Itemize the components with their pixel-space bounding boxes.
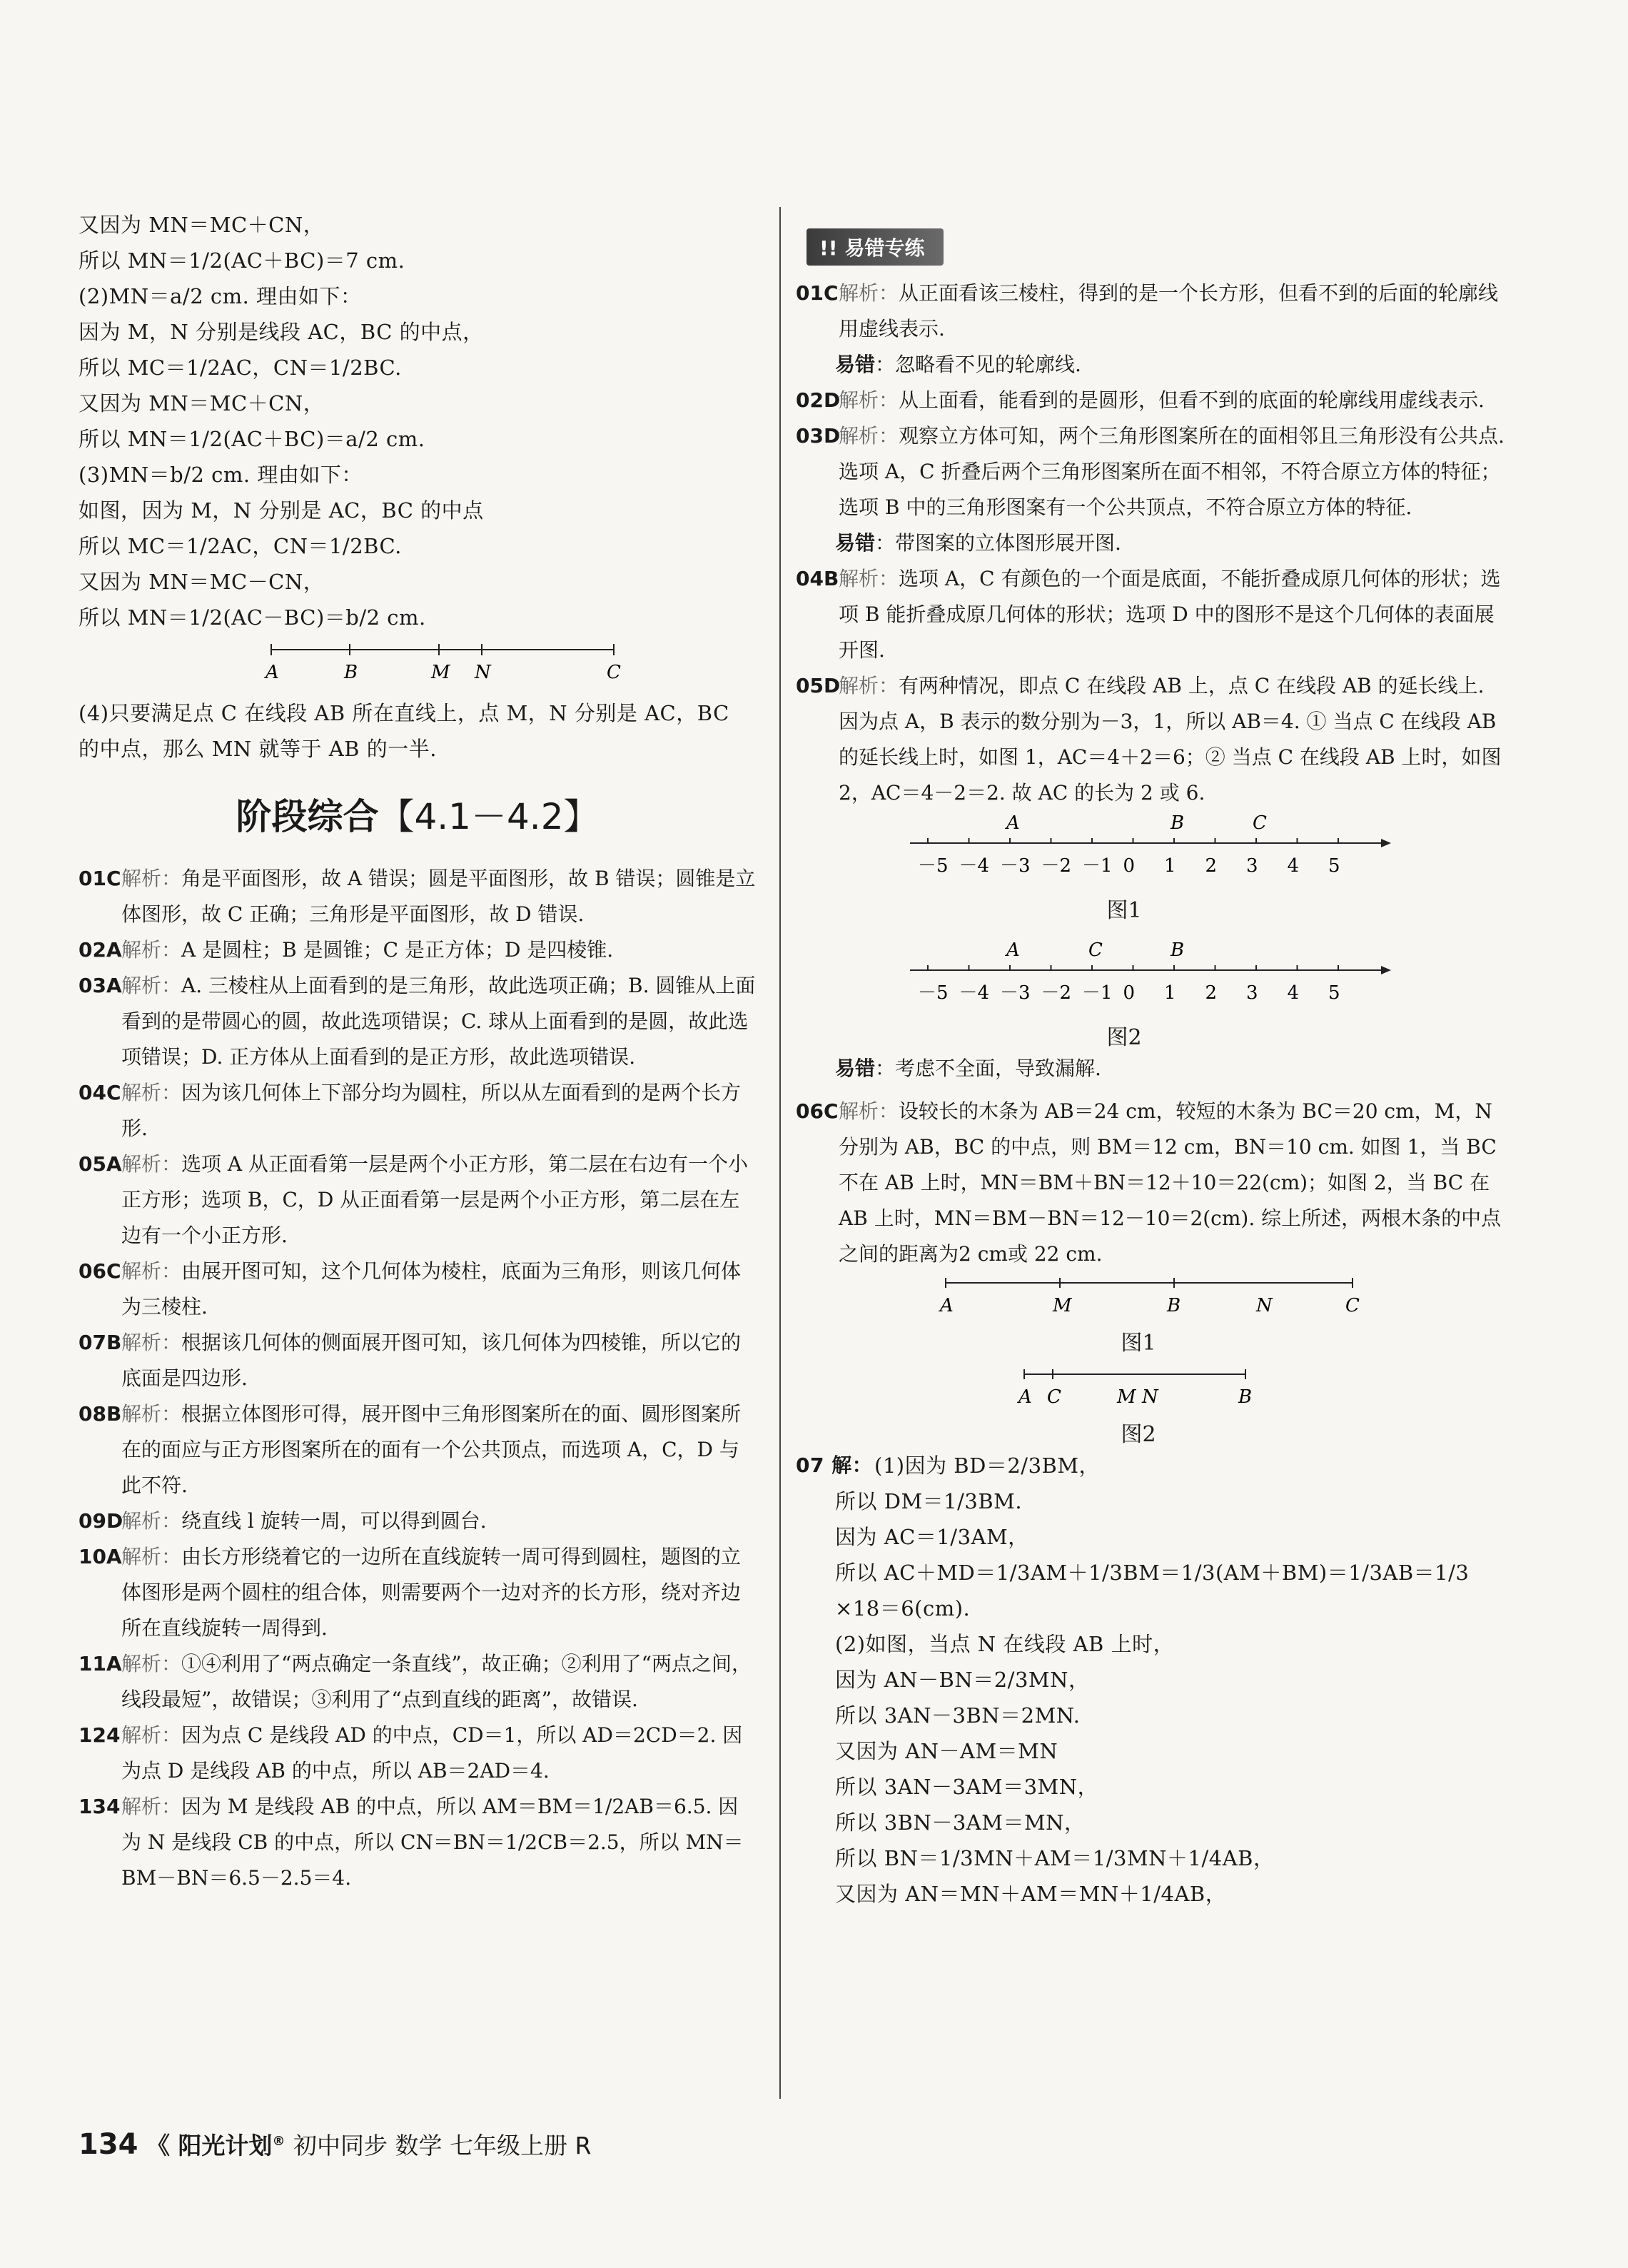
- tick-label: －1: [1082, 982, 1113, 1004]
- figure-caption: 图1: [1106, 898, 1142, 923]
- column-divider: [779, 207, 781, 2099]
- tick-label: 5: [1328, 982, 1340, 1004]
- tick-label: 5: [1328, 855, 1340, 877]
- text-line: 因为 AC＝1/3AM，: [835, 1525, 1029, 1549]
- book-title: 初中同步 数学 七年级上册 R: [293, 2132, 592, 2159]
- tick-label: 3: [1246, 982, 1258, 1004]
- text-line: 所以 MN＝1/2(AC＋BC)＝a/2 cm.: [79, 427, 425, 451]
- text-line: 所以 DM＝1/3BM.: [835, 1489, 1023, 1513]
- tick-label: －5: [918, 855, 949, 877]
- tick-label: －2: [1041, 982, 1072, 1004]
- text-line: 所以 MC＝1/2AC，CN＝1/2BC.: [79, 356, 402, 380]
- text-line: 所以 MN＝1/2(AC＋BC)＝7 cm.: [79, 248, 405, 273]
- segment-figure-2: [1010, 1364, 1295, 1413]
- segment-figure-1: [931, 1272, 1374, 1322]
- tick-label: －3: [1000, 855, 1031, 877]
- point-label: C: [1253, 812, 1267, 834]
- figure-caption: 图1: [1121, 1331, 1156, 1356]
- answer-item: 134 解析：因为 M 是线段 AB 的中点，所以 AM＝BM＝1/2AB＝6.5. 因为 N 是线段 CB 的中点，所以 CN＝BN＝1/2CB＝2.5，所以 MN＝BM－BN＝6.5－2.5＝4.: [79, 1795, 744, 1890]
- right-column: [796, 228, 1510, 1912]
- error-tip: 易错：带图案的立体图形展开图.: [835, 531, 1121, 555]
- text-line: ×18＝6(cm).: [835, 1596, 971, 1621]
- exclamation-icon: !!: [819, 236, 838, 260]
- point-label: C: [607, 662, 621, 683]
- error-practice-badge: !! 易错专练: [807, 228, 944, 266]
- answer-item: 05A 解析：选项 A 从正面看第一层是两个小正方形，第二层在右边有一个小正方形；选项 B，C，D 从正面看第一层是两个小正方形，第二层在左边有一个小正方形.: [79, 1152, 749, 1247]
- point-label: N: [1256, 1295, 1273, 1316]
- tick-label: －5: [918, 982, 949, 1004]
- point-label: A: [1018, 1386, 1032, 1408]
- point-label: B: [1238, 1386, 1253, 1408]
- tick-label: 4: [1287, 855, 1300, 877]
- text-line: 如图，因为 M，N 分别是 AC，BC 的中点: [79, 498, 484, 523]
- segment-diagram: [257, 635, 628, 692]
- answer-item: 09D 解析：绕直线 l 旋转一周，可以得到圆台.: [79, 1509, 487, 1533]
- point-label: M: [431, 662, 450, 683]
- point-label: N: [1142, 1386, 1158, 1408]
- tick-label: 2: [1205, 855, 1218, 877]
- answer-item: 01C 解析：角是平面图形，故 A 错误；圆是平面图形，故 B 错误；圆锥是立体图形，故 C 正确；三角形是平面图形，故 D 错误.: [79, 867, 756, 926]
- text-line: 因为 AN－BN＝2/3MN，: [835, 1668, 1090, 1692]
- tick-label: －4: [959, 855, 990, 877]
- point-label: A: [1006, 939, 1020, 961]
- tick-label: 0: [1123, 855, 1136, 877]
- text-line: 所以 MN＝1/2(AC－BC)＝b/2 cm.: [79, 605, 426, 630]
- text-line: 又因为 MN＝MC－CN，: [79, 570, 325, 594]
- answer-item: 05D 解析：有两种情况，即点 C 在线段 AB 上，点 C 在线段 AB 的延长线上. 因为点 A，B 表示的数分别为－3，1，所以 AB＝4. ① 当点 C 在线段 AB 的延长线上时，如图 1，AC＝4＋2＝6；② 当点 C 在线段 AB 上时，如图 2，AC＝4－2＝2. 故 AC 的长为 2 或 6.: [796, 674, 1502, 805]
- point-label: B: [344, 662, 358, 683]
- point-label: M: [1053, 1295, 1072, 1316]
- text-line: 又因为 MN＝MC＋CN，: [79, 213, 325, 237]
- point-label: A: [266, 662, 279, 683]
- tick-label: 2: [1205, 982, 1218, 1004]
- left-column: [79, 207, 757, 1896]
- section-range: 【4.1－4.2】: [378, 796, 600, 837]
- answer-item: 11A 解析：①④利用了“两点确定一条直线”，故正确；②利用了“两点之间，线段最短”，故错误；③利用了“点到直线的距离”，故错误.: [79, 1652, 752, 1711]
- tick-label: －2: [1041, 855, 1072, 877]
- number-line-ticks: [918, 965, 1340, 1004]
- point-label: C: [1088, 939, 1103, 961]
- section-title: [79, 788, 757, 840]
- page-number: 134: [79, 2128, 138, 2161]
- figure-caption: 图2: [1106, 1025, 1142, 1050]
- text-line: 又因为 AN－AM＝MN: [835, 1739, 1058, 1763]
- tick-label: －3: [1000, 982, 1031, 1004]
- point-label: A: [940, 1295, 954, 1316]
- answer-item: 02D 解析：从上面看，能看到的是圆形，但看不到的底面的轮廓线用虚线表示.: [796, 388, 1485, 412]
- text-line: 所以 3BN－3AM＝MN，: [835, 1810, 1086, 1835]
- tick-label: 4: [1287, 982, 1300, 1004]
- point-label: B: [1167, 1295, 1181, 1316]
- point-label: C: [1047, 1386, 1061, 1408]
- text-line: 又因为 AN＝MN＋AM＝MN＋1/4AB，: [835, 1882, 1227, 1906]
- answer-item: 06C 解析：设较长的木条为 AB＝24 cm，较短的木条为 BC＝20 cm，M，N 分别为 AB，BC 的中点，则 BM＝12 cm，BN＝10 cm. 如图 1，当 BC 不在 AB 上时，MN＝BM＋BN＝12＋10＝22(cm)；如图 2，当 BC 在 AB 上时，MN＝BM－BN＝12－10＝2(cm). 综上所述，两根木条的中点之间的距离为2 cm或 22 cm.: [796, 1099, 1502, 1266]
- text-paragraph: (4)只要满足点 C 在线段 AB 所在直线上，点 M，N 分别是 AC，BC 的中点，那么 MN 就等于 AB 的一半.: [79, 701, 737, 761]
- item-07-heading: 07 解：: [796, 1453, 873, 1477]
- text-line: (2)如图，当点 N 在线段 AB 上时，: [835, 1632, 1175, 1656]
- tick-label: 0: [1123, 982, 1136, 1004]
- double-chevron-icon: 《: [146, 2132, 170, 2159]
- number-line-figure-1: [903, 811, 1402, 889]
- text-line: (2)MN＝a/2 cm. 理由如下：: [79, 284, 362, 308]
- text-line: 所以 3AN－3BN＝2MN.: [835, 1703, 1081, 1728]
- answer-item: 03D 解析：观察立方体可知，两个三角形图案所在的面相邻且三角形没有公共点. 选项 A，C 折叠后两个三角形图案所在面不相邻，不符合原立方体的特征；选项 B 中的三角形图案有一个公共顶点，不符合原立方体的特征.: [796, 424, 1505, 519]
- answer-item: 04C 解析：因为该几何体上下部分均为圆柱，所以从左面看到的是两个长方形.: [79, 1081, 742, 1140]
- answer-item: 02A 解析：A 是圆柱；B 是圆锥；C 是正方体；D 是四棱锥.: [79, 938, 614, 962]
- error-tip: 易错：考虑不全面，导致漏解.: [835, 1057, 1101, 1080]
- answer-item: 07B 解析：根据该几何体的侧面展开图可知，该几何体为四棱锥，所以它的底面是四边形.: [79, 1331, 742, 1390]
- number-line-ticks: [918, 838, 1340, 877]
- figure-caption: 图2: [1121, 1422, 1156, 1447]
- point-label: A: [1006, 812, 1020, 834]
- tick-label: 1: [1164, 855, 1176, 877]
- text-line: (1)因为 BD＝2/3BM，: [874, 1453, 1101, 1478]
- point-label: M: [1117, 1386, 1136, 1408]
- section-title-text: 阶段综合: [236, 796, 379, 837]
- answer-item: 10A 解析：由长方形绕着它的一边所在直线旋转一周可得到圆柱，题图的立体图形是两个圆柱的组合体，则需要两个一边对齐的长方形，绕对齐边所在直线旋转一周得到.: [79, 1545, 742, 1640]
- point-label: B: [1171, 939, 1185, 961]
- tick-label: －4: [959, 982, 990, 1004]
- tick-label: 1: [1164, 982, 1176, 1004]
- answer-item: 06C 解析：由展开图可知，这个几何体为棱柱，底面为三角形，则该几何体为三棱柱.: [79, 1259, 742, 1319]
- point-label: B: [1171, 812, 1185, 834]
- series-name: 阳光计划: [178, 2132, 273, 2159]
- answer-item: 124 解析：因为点 C 是线段 AD 的中点，CD＝1，所以 AD＝2CD＝2. 因为点 D 是线段 AB 的中点，所以 AB＝2AD＝4.: [79, 1723, 743, 1783]
- tick-label: －1: [1082, 855, 1113, 877]
- text-line: 又因为 MN＝MC＋CN，: [79, 391, 325, 415]
- point-label: C: [1345, 1295, 1360, 1316]
- text-line: 所以 MC＝1/2AC，CN＝1/2BC.: [79, 534, 402, 558]
- answer-item: 08B 解析：根据立体图形可得，展开图中三角形图案所在的面、圆形图案所在的面应与正方形图案所在的面有一个公共顶点，而选项 A，C，D 与此不符.: [79, 1402, 742, 1497]
- text-line: 所以 3AN－3AM＝3MN，: [835, 1775, 1099, 1799]
- error-tip: 易错：忽略看不见的轮廓线.: [835, 353, 1081, 376]
- text-line: 所以 AC＋MD＝1/3AM＋1/3BM＝1/3(AM＋BM)＝1/3AB＝1/3: [835, 1561, 1470, 1585]
- text-line: 所以 BN＝1/3MN＋AM＝1/3MN＋1/4AB，: [835, 1846, 1275, 1870]
- number-line-figure-2: [903, 938, 1402, 1017]
- page-footer: [79, 2127, 591, 2161]
- answer-item: 04B 解析：选项 A，C 有颜色的一个面是底面，不能折叠成原几何体的形状；选项 B 能折叠成原几何体的形状；选项 D 中的图形不是这个几何体的表面展开图.: [796, 567, 1501, 662]
- tick-label: 3: [1246, 855, 1258, 877]
- answer-item: 03A 解析：A. 三棱柱从上面看到的是三角形，故此选项正确；B. 圆锥从上面看到的是带圆心的圆，故此选项错误；C. 球从上面看到的是圆，故此选项错误；D. 正方体从上面看到的是正方形，故此选项错误.: [79, 974, 756, 1069]
- point-label: N: [475, 662, 491, 683]
- registered-mark: ®: [272, 2134, 285, 2149]
- text-line: 因为 M，N 分别是线段 AC，BC 的中点，: [79, 320, 484, 344]
- text-line: (3)MN＝b/2 cm. 理由如下：: [79, 463, 363, 487]
- answer-item: 01C 解析：从正面看该三棱柱，得到的是一个长方形，但看不到的后面的轮廓线用虚线表示.: [796, 281, 1499, 341]
